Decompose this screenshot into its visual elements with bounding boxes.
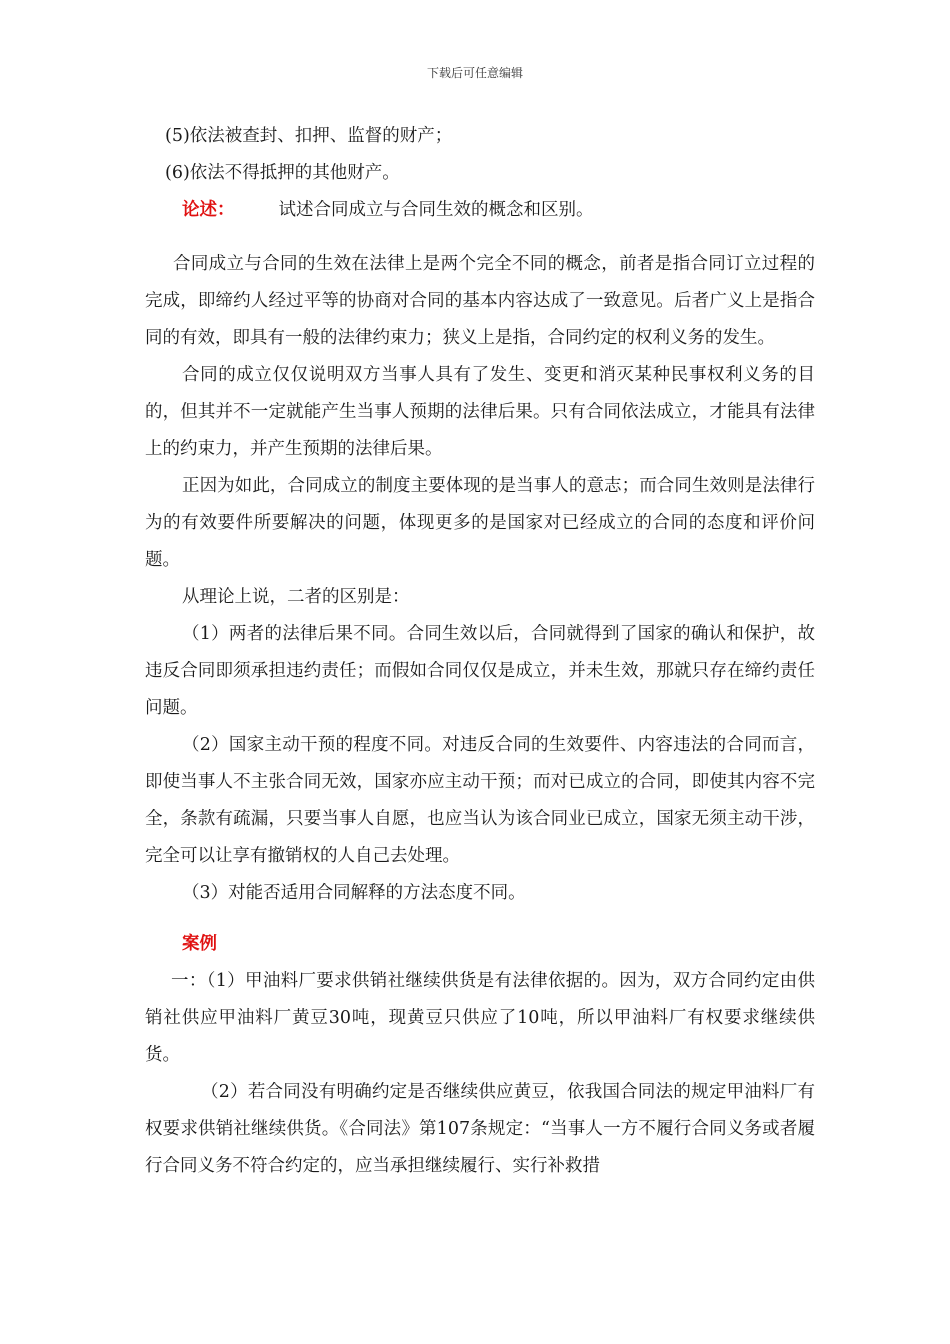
paragraph: 合同成立与合同的生效在法律上是两个完全不同的概念，前者是指合同订立过程的完成，即缔约人经过平等的协商对合同的基本内容达成了一致意见。后者广义上是指合同的有效，即具有一般的法律约束力；狭义上是指，合同约定的权利义务的发生。 — [145, 254, 815, 348]
paragraph: （2）国家主动干预的程度不同。对违反合同的生效要件、内容违法的合同而言，即使当事人不主张合同无效，国家亦应主动干预；而对已成立的合同，即使其内容不完全，条款有疏漏，只要当事人自愿，也应当认为该合同业已成立，国家无须主动干涉，完全可以让享有撤销权的人自己去处理。 — [145, 735, 815, 866]
paragraph: 合同的成立仅仅说明双方当事人具有了发生、变更和消灭某种民事权利义务的目的，但其并不一定就能产生当事人预期的法律后果。只有合同依法成立，才能具有法律上的约束力，并产生预期的法律后果。 — [145, 365, 815, 459]
list-item: (5)依法被查封、扣押、监督的财产； — [165, 126, 453, 146]
document-body — [145, 118, 815, 1185]
case-paragraph: （2）若合同没有明确约定是否继续供应黄豆，依我国合同法的规定甲油料厂有权要求供销社继续供货。《合同法》第107条规定：“当事人一方不履行合同义务或者履行合同义务不符合约定的，应当承担继续履行、实行补救措 — [145, 1082, 815, 1176]
essay-question-line — [145, 192, 815, 229]
paragraph: （3）对能否适用合同解释的方法态度不同。 — [182, 883, 526, 903]
paragraph: （1）两者的法律后果不同。合同生效以后，合同就得到了国家的确认和保护，故违反合同即须承担违约责任；而假如合同仅仅是成立，并未生效，那就只存在缔约责任问题。 — [145, 624, 815, 718]
paragraph: 正因为如此，合同成立的制度主要体现的是当事人的意志；而合同生效则是法律行为的有效要件所要解决的问题，体现更多的是国家对已经成立的合同的态度和评价问题。 — [145, 476, 815, 570]
case-heading: 案例 — [182, 934, 217, 954]
case-paragraph: 一：（1）甲油料厂要求供销社继续供货是有法律依据的。因为，双方合同约定由供销社供应甲油料厂黄豆30吨，现黄豆只供应了10吨，所以甲油料厂有权要求继续供货。 — [145, 971, 815, 1065]
page-header: 下载后可任意编辑 — [426, 66, 523, 80]
essay-label: 论述： — [182, 200, 235, 220]
list-item: (6)依法不得抵押的其他财产。 — [165, 163, 400, 183]
paragraph: 从理论上说，二者的区别是： — [182, 587, 410, 607]
essay-question: 试述合同成立与合同生效的概念和区别。 — [278, 200, 594, 220]
